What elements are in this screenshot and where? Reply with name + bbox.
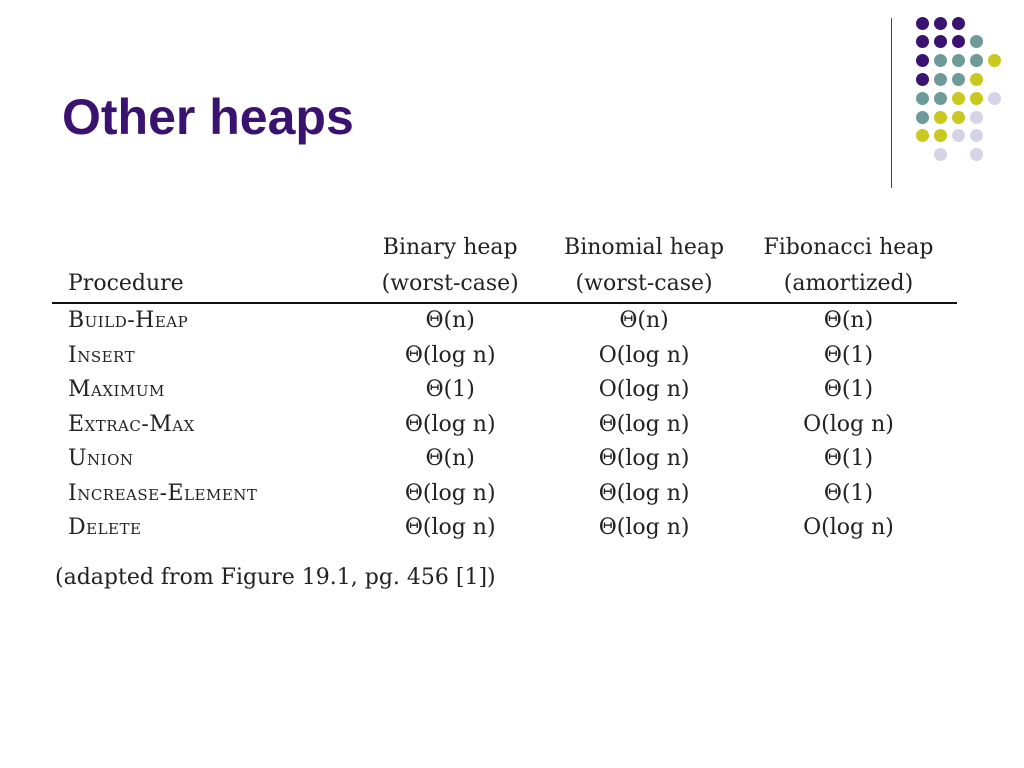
binomial-heap-cost: Θ(log n) bbox=[598, 411, 690, 437]
procedure-name: Union bbox=[68, 446, 134, 471]
table-caption: (adapted from Figure 19.1, pg. 456 [1]) bbox=[55, 565, 496, 590]
binary-heap-cost: Θ(log n) bbox=[404, 515, 496, 540]
decorative-dot bbox=[970, 148, 983, 161]
binary-heap-cost: Θ(1) bbox=[425, 377, 475, 402]
decorative-dot bbox=[952, 35, 965, 48]
decorative-dot bbox=[970, 92, 983, 105]
decorative-dot bbox=[952, 129, 965, 142]
procedure-name: Extrac-Max bbox=[68, 411, 195, 437]
decorative-dot bbox=[934, 35, 947, 48]
header-fibonacci-case: (amortized) bbox=[740, 266, 957, 303]
decorative-dot bbox=[970, 35, 983, 48]
table-row bbox=[52, 477, 957, 512]
header-binomial-heap: Binomial heap bbox=[564, 235, 725, 260]
table-row bbox=[52, 339, 957, 374]
decorative-dot bbox=[988, 54, 1001, 67]
header-procedure: Procedure bbox=[52, 266, 352, 303]
decorative-dot bbox=[952, 17, 965, 30]
header-fibonacci-heap: Fibonacci heap bbox=[763, 235, 934, 260]
decorative-dot bbox=[934, 73, 947, 86]
decorative-dot bbox=[970, 111, 983, 124]
table-row bbox=[52, 408, 957, 443]
fibonacci-heap-cost: Θ(1) bbox=[823, 480, 874, 506]
binary-heap-cost: Θ(log n) bbox=[404, 480, 496, 506]
decorative-dot bbox=[934, 92, 947, 105]
table-row bbox=[52, 373, 957, 408]
decorative-dot bbox=[934, 148, 947, 161]
table-header-row-top bbox=[52, 230, 957, 266]
binomial-heap-cost: Θ(log n) bbox=[598, 446, 690, 471]
binomial-heap-cost: Θ(n) bbox=[619, 308, 669, 333]
decorative-dot bbox=[952, 111, 965, 124]
decorative-dot bbox=[970, 54, 983, 67]
procedure-name: Delete bbox=[68, 515, 142, 540]
decorative-dot bbox=[952, 73, 965, 86]
header-binary-case: (worst-case) bbox=[352, 266, 548, 303]
binary-heap-cost: Θ(n) bbox=[425, 446, 475, 471]
decorative-dot bbox=[934, 129, 947, 142]
fibonacci-heap-cost: O(log n) bbox=[803, 411, 894, 437]
header-binomial-case: (worst-case) bbox=[548, 266, 740, 303]
decorative-dot bbox=[970, 129, 983, 142]
decorative-dot bbox=[952, 92, 965, 105]
decorative-dot bbox=[916, 92, 929, 105]
decorative-dot bbox=[916, 54, 929, 67]
table-row bbox=[52, 442, 957, 477]
decorative-dot bbox=[970, 73, 983, 86]
binomial-heap-cost: O(log n) bbox=[598, 342, 690, 368]
table-row bbox=[52, 511, 957, 546]
decorative-dot bbox=[916, 111, 929, 124]
binary-heap-cost: Θ(n) bbox=[425, 308, 475, 333]
table-body bbox=[52, 303, 957, 546]
binary-heap-cost: Θ(log n) bbox=[404, 342, 496, 368]
decorative-dot-grid bbox=[0, 0, 1024, 200]
procedure-name: Build-Heap bbox=[68, 308, 189, 333]
fibonacci-heap-cost: Θ(1) bbox=[823, 342, 874, 368]
procedure-name: Insert bbox=[68, 342, 136, 368]
decorative-dot bbox=[916, 17, 929, 30]
decorative-dot bbox=[934, 111, 947, 124]
fibonacci-heap-cost: O(log n) bbox=[803, 515, 894, 540]
decorative-dot bbox=[916, 35, 929, 48]
decorative-dot bbox=[916, 73, 929, 86]
fibonacci-heap-cost: Θ(1) bbox=[823, 446, 874, 471]
binomial-heap-cost: Θ(log n) bbox=[598, 515, 690, 540]
procedure-name: Maximum bbox=[68, 377, 165, 402]
heap-complexity-table bbox=[52, 230, 957, 546]
table-row bbox=[52, 303, 957, 339]
binomial-heap-cost: Θ(log n) bbox=[598, 480, 690, 506]
fibonacci-heap-cost: Θ(1) bbox=[823, 377, 874, 402]
binomial-heap-cost: O(log n) bbox=[598, 377, 690, 402]
decorative-dot bbox=[988, 92, 1001, 105]
decorative-dot bbox=[916, 129, 929, 142]
decorative-dot bbox=[934, 54, 947, 67]
slide-title: Other heaps bbox=[62, 89, 354, 145]
fibonacci-heap-cost: Θ(n) bbox=[823, 308, 874, 333]
header-cell bbox=[52, 230, 352, 266]
decorative-dot bbox=[934, 17, 947, 30]
decorative-dot bbox=[952, 54, 965, 67]
table-header-row-bottom bbox=[52, 266, 957, 303]
procedure-name: Increase-Element bbox=[68, 480, 258, 506]
header-binary-heap: Binary heap bbox=[382, 235, 518, 260]
binary-heap-cost: Θ(log n) bbox=[404, 411, 496, 437]
